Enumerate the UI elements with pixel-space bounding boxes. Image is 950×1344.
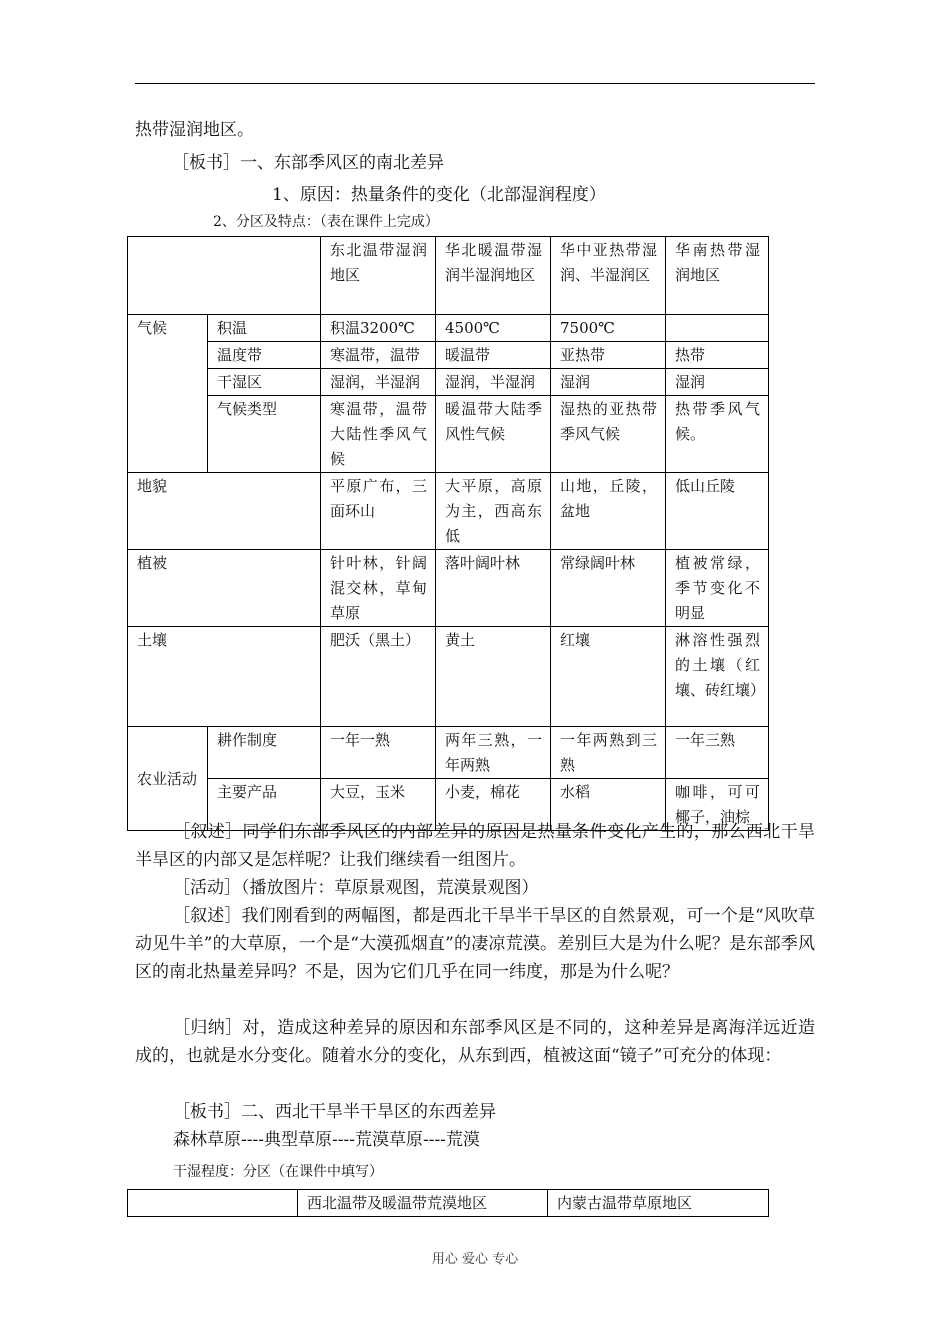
text-line-1: 热带湿润地区。	[135, 120, 254, 140]
row-label: 植被	[128, 550, 321, 627]
row-label: 积温	[208, 315, 321, 342]
header-cell: 西北温带及暖温带荒漠地区	[298, 1190, 548, 1217]
summary-paragraph: ［归纳］对，造成这种差异的原因和东部季风区是不同的，这种差异是离海洋远近造成的，也就是水分变化。随着水分的变化，从东到西，植被这面“镜子”可充分的体现：	[135, 1018, 815, 1066]
board-heading-1: ［板书］一、东部季风区的南北差异	[172, 153, 444, 173]
table-cell: 落叶阔叶林	[436, 550, 551, 627]
table-row	[128, 342, 769, 369]
table-cell: 7500℃	[551, 315, 666, 342]
table-row	[128, 627, 769, 727]
table-cell: 热带	[666, 342, 769, 369]
zone-feature-table	[127, 236, 769, 831]
table-cell: 一年一熟	[321, 727, 436, 779]
table-cell: 亚热带	[551, 342, 666, 369]
header-cell: 内蒙古温带草原地区	[548, 1190, 769, 1217]
header-blank-cell	[128, 237, 321, 315]
header-cell: 东北温带湿润地区	[321, 237, 436, 315]
table-cell	[666, 315, 769, 342]
header-cell: 华北暖温带湿润半湿润地区	[436, 237, 551, 315]
table-cell: 山地，丘陵，盆地	[551, 473, 666, 550]
subheading-cause: 1、原因：热量条件的变化（北部湿润程度）	[272, 185, 606, 205]
narration-paragraph-2: ［叙述］我们刚看到的两幅图，都是西北干旱半干旱区的自然景观，可一个是“风吹草动见牛羊”的大草原，一个是“大漠孤烟直”的凄凉荒漠。差别巨大是为什么呢？是东部季风区的南北热量差异吗？不是，因为它们几乎在同一纬度，那是为什么呢？	[135, 906, 815, 982]
vegetation-sequence: 森林草原----典型草原----荒漠草原----荒漠	[173, 1130, 480, 1150]
table-row	[128, 473, 769, 550]
table-cell: 4500℃	[436, 315, 551, 342]
row-group-label: 农业活动	[128, 727, 208, 831]
table-cell: 肥沃（黑土）	[321, 627, 436, 727]
table-cell: 寒温带，温带	[321, 342, 436, 369]
row-label: 干湿区	[208, 369, 321, 396]
table-cell: 一年两熟到三熟	[551, 727, 666, 779]
table-cell: 常绿阔叶林	[551, 550, 666, 627]
table-cell: 暖温带大陆季风性气候	[436, 396, 551, 473]
row-label: 地貌	[128, 473, 321, 550]
row-label: 耕作制度	[208, 727, 321, 779]
table-cell: 咖啡，可可椰子，油棕	[666, 779, 769, 831]
table-cell: 寒温带，温带大陆性季风气候	[321, 396, 436, 473]
table-cell: 热带季风气候。	[666, 396, 769, 473]
header-cell: 华南热带湿润地区	[666, 237, 769, 315]
table-cell: 大豆，玉米	[321, 779, 436, 831]
table-cell: 湿润，半湿润	[321, 369, 436, 396]
header-cell: 华中亚热带湿润、半湿润区	[551, 237, 666, 315]
table-cell: 黄土	[436, 627, 551, 727]
table-header-row	[128, 237, 769, 315]
table-header-row	[128, 1190, 769, 1217]
table-cell: 针叶林，针阔混交林，草甸草原	[321, 550, 436, 627]
table-cell: 两年三熟，一年两熟	[436, 727, 551, 779]
table-cell: 湿润	[551, 369, 666, 396]
table-cell: 湿润，半湿润	[436, 369, 551, 396]
row-group-label: 气候	[128, 315, 208, 473]
activity-paragraph: ［活动］（播放图片：草原景观图，荒漠景观图）	[173, 878, 539, 898]
header-rule	[135, 83, 815, 84]
table-row	[128, 550, 769, 627]
table-cell: 低山丘陵	[666, 473, 769, 550]
table-cell: 平原广布，三面环山	[321, 473, 436, 550]
table-row	[128, 396, 769, 473]
board-heading-2: ［板书］二、西北干旱半干旱区的东西差异	[173, 1102, 496, 1122]
narration-paragraph-1: ［叙述］同学们东部季风区的内部差异的原因是热量条件变化产生的，那么西北干旱半旱区的内部又是怎样呢？让我们继续看一组图片。	[135, 822, 815, 870]
table-row	[128, 315, 769, 342]
table-cell: 积温3200℃	[321, 315, 436, 342]
row-label: 温度带	[208, 342, 321, 369]
table-cell: 小麦，棉花	[436, 779, 551, 831]
row-label: 气候类型	[208, 396, 321, 473]
subheading-zones: 2、分区及特点：（表在课件上完成）	[213, 214, 439, 230]
row-label: 主要产品	[208, 779, 321, 831]
header-blank-cell	[128, 1190, 298, 1217]
humidity-zoning-note: 干湿程度：分区（在课件中填写）	[173, 1164, 383, 1180]
page-footer: 用心 爱心 专心	[431, 1252, 519, 1267]
table-row	[128, 727, 769, 779]
table-cell: 湿润	[666, 369, 769, 396]
table-cell: 一年三熟	[666, 727, 769, 779]
table-cell: 红壤	[551, 627, 666, 727]
northwest-zone-table	[127, 1189, 769, 1217]
row-label: 土壤	[128, 627, 321, 727]
table-row	[128, 369, 769, 396]
table-cell: 暖温带	[436, 342, 551, 369]
table-cell: 淋溶性强烈的土壤（红壤、砖红壤）	[666, 627, 769, 727]
table-cell: 湿热的亚热带季风气候	[551, 396, 666, 473]
table-cell: 植被常绿，季节变化不明显	[666, 550, 769, 627]
table-cell: 大平原，高原为主，西高东低	[436, 473, 551, 550]
table-cell: 水稻	[551, 779, 666, 831]
